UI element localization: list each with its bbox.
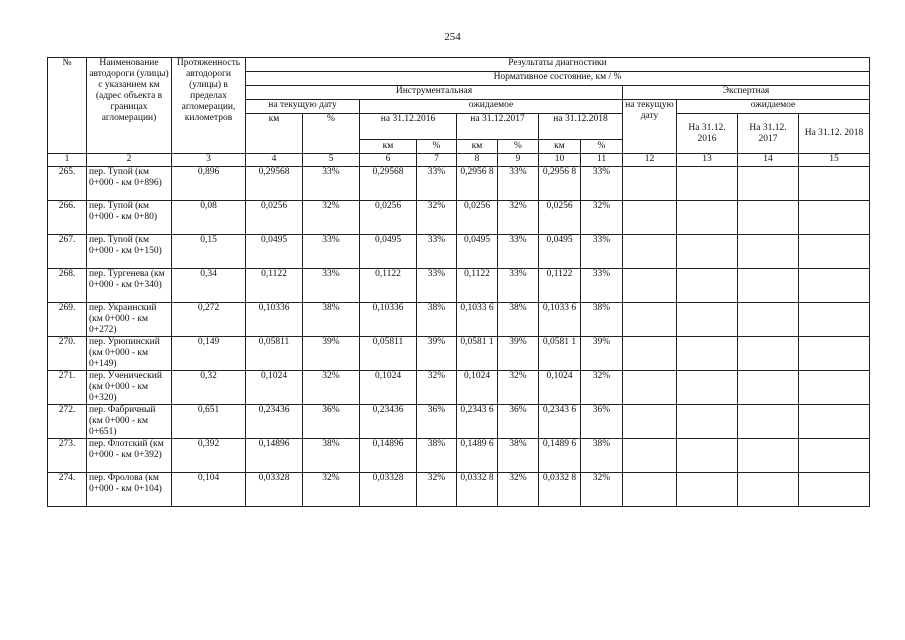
km-2017-cell: 0,0581 1 [457,337,498,371]
km-2018-cell: 0,1122 [539,269,581,303]
table-row [48,337,870,371]
row-number: 274. [48,473,87,507]
expert-empty-cell [738,235,799,269]
pct-2017-cell: 32% [498,473,539,507]
expert-empty-cell [799,201,870,235]
length-cell: 0,08 [172,201,246,235]
expert-empty-cell [799,371,870,405]
road-name-cell: пер. Украинский (км 0+000 - км 0+272) [87,303,172,337]
header-pct-2017: % [498,140,539,154]
length-cell: 0,896 [172,167,246,201]
expert-empty-cell [738,201,799,235]
pct-2018-cell: 38% [581,439,623,473]
pct-2018-cell: 36% [581,405,623,439]
pct-current-cell: 39% [303,337,360,371]
expert-empty-cell [799,303,870,337]
header-length: Протяженность автодороги (улицы) в пределах агломерации, километров [172,58,246,154]
column-number: 3 [172,154,246,167]
expert-empty-cell [799,167,870,201]
header-expert-current: на текущую дату [623,100,677,154]
expert-empty-cell [677,337,738,371]
pct-2017-cell: 33% [498,167,539,201]
road-name-cell: пер. Урюпинский (км 0+000 - км 0+149) [87,337,172,371]
pct-2016-cell: 33% [417,167,457,201]
table-row [48,201,870,235]
pct-current-cell: 33% [303,269,360,303]
pct-current-cell: 32% [303,473,360,507]
expert-empty-cell [677,167,738,201]
table-header [48,58,870,167]
length-cell: 0,34 [172,269,246,303]
expert-empty-cell [799,473,870,507]
expert-empty-cell [738,337,799,371]
column-number: 5 [303,154,360,167]
length-cell: 0,32 [172,371,246,405]
table-row [48,235,870,269]
row-number: 270. [48,337,87,371]
row-number: 271. [48,371,87,405]
km-2017-cell: 0,2956 8 [457,167,498,201]
column-number: 4 [246,154,303,167]
pct-2016-cell: 32% [417,473,457,507]
table-row [48,167,870,201]
km-2016-cell: 0,23436 [360,405,417,439]
expert-empty-cell [738,167,799,201]
road-name-cell: пер. Флотский (км 0+000 - км 0+392) [87,439,172,473]
header-exp-2016: На 31.12. 2016 [677,114,738,154]
km-2017-cell: 0,2343 6 [457,405,498,439]
pct-current-cell: 32% [303,371,360,405]
expert-empty-cell [623,235,677,269]
column-number: 8 [457,154,498,167]
row-number: 266. [48,201,87,235]
pct-2018-cell: 38% [581,303,623,337]
header-instrumental: Инструментальная [246,86,623,100]
road-name-cell: пер. Ученический (км 0+000 - км 0+320) [87,371,172,405]
km-2018-cell: 0,1033 6 [539,303,581,337]
pct-current-cell: 33% [303,167,360,201]
km-current-cell: 0,0256 [246,201,303,235]
header-road-name: Наименование автодороги (улицы) с указанием км (адрес объекта в границах агломерации) [87,58,172,154]
km-2016-cell: 0,1122 [360,269,417,303]
header-normative: Нормативное состояние, км / % [246,72,870,86]
road-name-cell: пер. Тургенева (км 0+000 - км 0+340) [87,269,172,303]
km-current-cell: 0,14896 [246,439,303,473]
pct-2017-cell: 38% [498,439,539,473]
header-exp-2017: На 31.12. 2017 [738,114,799,154]
km-current-cell: 0,03328 [246,473,303,507]
expert-empty-cell [738,439,799,473]
km-current-cell: 0,23436 [246,405,303,439]
column-number: 9 [498,154,539,167]
km-2018-cell: 0,2956 8 [539,167,581,201]
km-current-cell: 0,05811 [246,337,303,371]
km-2018-cell: 0,1489 6 [539,439,581,473]
expert-empty-cell [738,405,799,439]
row-number: 265. [48,167,87,201]
km-2018-cell: 0,2343 6 [539,405,581,439]
expert-empty-cell [623,405,677,439]
km-2017-cell: 0,1033 6 [457,303,498,337]
header-pct-2018: % [581,140,623,154]
expert-empty-cell [799,235,870,269]
expert-empty-cell [738,303,799,337]
header-expected: ожидаемое [360,100,623,114]
expert-empty-cell [623,371,677,405]
expert-empty-cell [623,439,677,473]
expert-empty-cell [623,303,677,337]
pct-2018-cell: 32% [581,201,623,235]
pct-current-cell: 32% [303,201,360,235]
road-name-cell: пер. Фабричный (км 0+000 - км 0+651) [87,405,172,439]
expert-empty-cell [623,473,677,507]
pct-2016-cell: 33% [417,269,457,303]
pct-2017-cell: 32% [498,201,539,235]
expert-empty-cell [677,303,738,337]
column-number: 6 [360,154,417,167]
pct-2018-cell: 32% [581,473,623,507]
table-row [48,371,870,405]
pct-current-cell: 38% [303,439,360,473]
column-number: 10 [539,154,581,167]
km-2016-cell: 0,05811 [360,337,417,371]
pct-2016-cell: 36% [417,405,457,439]
km-2018-cell: 0,0256 [539,201,581,235]
table-row [48,473,870,507]
page-number: 254 [444,31,461,43]
km-2016-cell: 0,1024 [360,371,417,405]
pct-2018-cell: 33% [581,167,623,201]
row-number: 267. [48,235,87,269]
header-expert-expected: ожидаемое [677,100,870,114]
header-on-2017: на 31.12.2017 [457,114,539,140]
pct-2017-cell: 39% [498,337,539,371]
length-cell: 0,651 [172,405,246,439]
expert-empty-cell [677,439,738,473]
pct-2017-cell: 32% [498,371,539,405]
expert-empty-cell [799,439,870,473]
column-number: 7 [417,154,457,167]
expert-empty-cell [677,405,738,439]
column-number-row [48,154,870,167]
km-2018-cell: 0,0581 1 [539,337,581,371]
header-no: № [48,58,87,154]
column-number: 12 [623,154,677,167]
pct-2018-cell: 33% [581,235,623,269]
pct-2016-cell: 32% [417,201,457,235]
column-number: 1 [48,154,87,167]
km-2017-cell: 0,0495 [457,235,498,269]
km-2017-cell: 0,1122 [457,269,498,303]
header-on-2016: на 31.12.2016 [360,114,457,140]
expert-empty-cell [677,371,738,405]
pct-2018-cell: 32% [581,371,623,405]
length-cell: 0,15 [172,235,246,269]
km-2016-cell: 0,0256 [360,201,417,235]
expert-empty-cell [738,269,799,303]
pct-2016-cell: 33% [417,235,457,269]
length-cell: 0,104 [172,473,246,507]
expert-empty-cell [677,473,738,507]
expert-empty-cell [738,473,799,507]
table-row [48,405,870,439]
header-results: Результаты диагностики [246,58,870,72]
row-number: 272. [48,405,87,439]
km-current-cell: 0,1024 [246,371,303,405]
pct-current-cell: 38% [303,303,360,337]
km-current-cell: 0,29568 [246,167,303,201]
km-2017-cell: 0,1024 [457,371,498,405]
header-km-2018: км [539,140,581,154]
km-2016-cell: 0,10336 [360,303,417,337]
pct-2016-cell: 32% [417,371,457,405]
header-current-date: на текущую дату [246,100,360,114]
km-current-cell: 0,1122 [246,269,303,303]
expert-empty-cell [799,405,870,439]
pct-2018-cell: 33% [581,269,623,303]
header-pct-2016: % [417,140,457,154]
pct-2016-cell: 39% [417,337,457,371]
header-exp-2018: На 31.12. 2018 [799,114,870,154]
row-number: 273. [48,439,87,473]
header-expert: Экспертная [623,86,870,100]
km-current-cell: 0,10336 [246,303,303,337]
road-name-cell: пер. Тупой (км 0+000 - км 0+150) [87,235,172,269]
km-2016-cell: 0,0495 [360,235,417,269]
column-number: 11 [581,154,623,167]
road-name-cell: пер. Тупой (км 0+000 - км 0+80) [87,201,172,235]
km-2018-cell: 0,0332 8 [539,473,581,507]
expert-empty-cell [677,269,738,303]
road-name-cell: пер. Тупой (км 0+000 - км 0+896) [87,167,172,201]
length-cell: 0,149 [172,337,246,371]
km-current-cell: 0,0495 [246,235,303,269]
expert-empty-cell [677,201,738,235]
pct-2018-cell: 39% [581,337,623,371]
length-cell: 0,272 [172,303,246,337]
length-cell: 0,392 [172,439,246,473]
km-2016-cell: 0,03328 [360,473,417,507]
pct-2016-cell: 38% [417,303,457,337]
expert-empty-cell [677,235,738,269]
header-pct-current: % [303,114,360,154]
km-2017-cell: 0,1489 6 [457,439,498,473]
expert-empty-cell [799,337,870,371]
expert-empty-cell [738,371,799,405]
km-2018-cell: 0,1024 [539,371,581,405]
table-row [48,269,870,303]
km-2016-cell: 0,14896 [360,439,417,473]
table-row [48,439,870,473]
header-km-2016: км [360,140,417,154]
expert-empty-cell [623,167,677,201]
pct-current-cell: 36% [303,405,360,439]
row-number: 269. [48,303,87,337]
diagnostics-table [47,57,870,507]
pct-current-cell: 33% [303,235,360,269]
column-number: 14 [738,154,799,167]
row-number: 268. [48,269,87,303]
expert-empty-cell [623,337,677,371]
column-number: 15 [799,154,870,167]
header-on-2018: на 31.12.2018 [539,114,623,140]
expert-empty-cell [799,269,870,303]
pct-2017-cell: 36% [498,405,539,439]
pct-2017-cell: 33% [498,269,539,303]
expert-empty-cell [623,201,677,235]
header-km-2017: км [457,140,498,154]
table-row [48,303,870,337]
pct-2017-cell: 38% [498,303,539,337]
pct-2016-cell: 38% [417,439,457,473]
km-2017-cell: 0,0256 [457,201,498,235]
km-2018-cell: 0,0495 [539,235,581,269]
km-2016-cell: 0,29568 [360,167,417,201]
column-number: 2 [87,154,172,167]
table-body [48,167,870,507]
pct-2017-cell: 33% [498,235,539,269]
column-number: 13 [677,154,738,167]
road-name-cell: пер. Фролова (км 0+000 - км 0+104) [87,473,172,507]
km-2017-cell: 0,0332 8 [457,473,498,507]
header-km-current: км [246,114,303,154]
expert-empty-cell [623,269,677,303]
